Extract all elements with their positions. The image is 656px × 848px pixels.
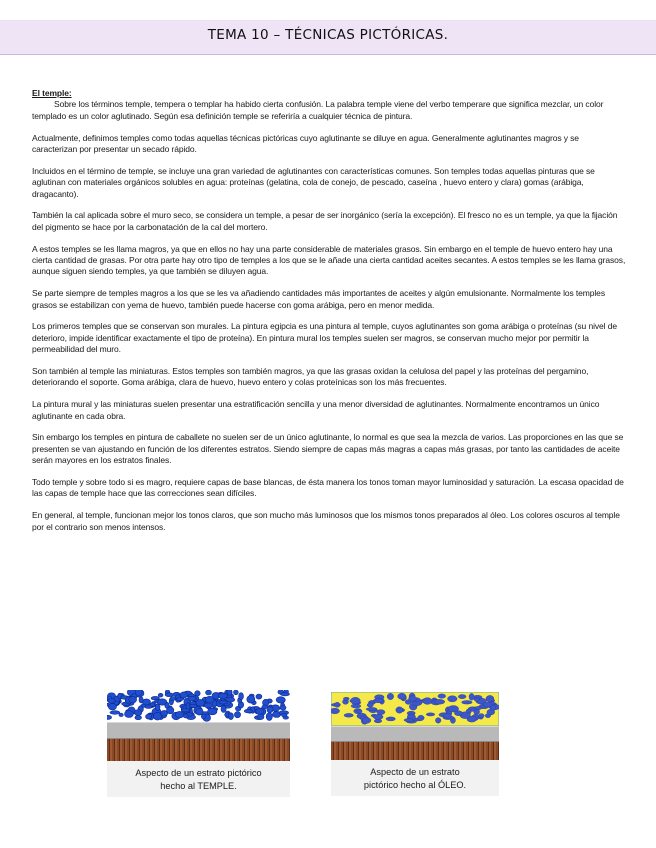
pigment-particle: [386, 717, 395, 721]
pigment-particle: [125, 711, 134, 718]
pigment-particle: [181, 709, 190, 712]
pigment-particle: [239, 693, 244, 700]
temple-caption-line1: Aspecto de un estrato pictórico: [135, 768, 262, 778]
pigment-particle: [351, 704, 361, 708]
paragraph: Sin embargo los temples en pintura de caballete no suelen ser de un único aglutinante, lo normal es que sea la mezcla de varios. Las proporciones en las que se presenten se van ajustando en función de los diferentes estratos. Siendo siempre de capas más magras a capas más grasas, por tanto las cantidades de aceite serán mayores en los estratos finales.: [32, 432, 624, 466]
page-title: TEMA 10 – TÉCNICAS PICTÓRICAS.: [207, 27, 449, 43]
pigment-particle: [258, 714, 264, 720]
pigment-particle: [234, 690, 239, 695]
paragraph: Los primeros temples que se conservan son murales. La pintura egipcia es una pintura al temple, cuyos aglutinantes son goma arábiga o proteínas (su nivel de deterioro, impide identificar exactamente el tipo de proteína). En pintura mural los temples suelen ser magros, se conservan mucho mejor por permitir la permeabilidad del muro.: [32, 321, 617, 355]
pigment-particle: [434, 699, 445, 704]
figure-oleo: [331, 692, 499, 796]
pigment-particle: [201, 714, 206, 719]
pigment-particle: [438, 694, 446, 698]
pigment-particle: [487, 709, 495, 715]
pigment-particle: [234, 712, 240, 718]
pigment-particle: [256, 708, 264, 714]
paragraph: Sobre los términos temple, tempera o templar ha habido cierta confusión. La palabra temple viene del verbo temperare que significa mezclar, un color templado es un color aglutinado. Según esa definición temple se referiría a cualquier técnica de pintura.: [32, 99, 604, 121]
pigment-particle: [165, 693, 173, 697]
paragraph: Son también al temple las miniaturas. Estos temples son también magros, ya que las grasas oxidan la celulosa del papel y las proteínas del pergamino, deteriorando el soporte. Goma arábiga, clara de huevo, huevo entero y colas proteínicas son los más frecuentes.: [32, 366, 589, 388]
pigment-particle: [356, 710, 362, 713]
pigment-particle: [175, 711, 183, 718]
paragraph: La pintura mural y las miniaturas suelen presentar una estratificación sencilla y una menor diversidad de aglutinantes. Normalmente encontramos un único aglutinante en cada obra.: [32, 399, 600, 421]
pigment-particle: [180, 692, 187, 698]
pigment-particle: [351, 697, 361, 704]
pigment-particle: [228, 713, 233, 720]
oleo-ground-layer: [331, 726, 499, 742]
pigment-particle: [139, 697, 143, 703]
pigment-particle: [334, 702, 340, 707]
paragraph: Todo temple y sobre todo si es magro, requiere capas de base blancas, de ésta manera los tonos toman mayor luminosidad y saturación. La escasa opacidad de las capas de temple hace que las correcciones sean difíciles.: [32, 477, 624, 499]
pigment-particle: [373, 699, 383, 703]
figure-temple: [107, 690, 290, 797]
paragraph: A estos temples se les llama magros, ya que en ellos no hay una parte considerable de materiales grasos. Sin embargo en el temple de huevo entero hay una cierta cantidad de grasas. Por otra parte hay otro tipo de temples a los que se le añade una cierta cantidad aceites secantes. A estos temples se les llama grasos, aunque siguen siendo temples, ya que también se diluyen agua.: [32, 243, 626, 277]
pigment-particle: [154, 712, 162, 720]
pigment-particle: [280, 706, 286, 711]
oleo-paint-layer: [331, 692, 499, 726]
pigment-particle: [486, 695, 494, 702]
pigment-particle: [377, 710, 385, 715]
pigment-particle: [478, 714, 484, 718]
pigment-particle: [398, 693, 406, 699]
pigment-particle: [189, 704, 197, 707]
paragraph: Actualmente, definimos temples como todas aquellas técnicas pictóricas cuyo aglutinante se diluye en agua. Generalmente aglutinantes magros y se caracterizan por presentar un secado rápido.: [32, 132, 579, 155]
pigment-particle: [218, 693, 227, 699]
pigment-particle: [367, 703, 373, 707]
pigment-particle: [474, 698, 480, 702]
pigment-particle: [188, 696, 197, 700]
pigment-particle: [183, 714, 188, 718]
pigment-particle: [423, 698, 432, 705]
pigment-particle: [247, 696, 255, 704]
pigment-particle: [462, 701, 473, 705]
document-body: [32, 88, 626, 543]
pigment-particle: [208, 708, 217, 715]
pigment-particle: [150, 703, 154, 707]
pigment-particle: [283, 716, 289, 719]
oleo-caption: [331, 760, 499, 796]
paragraph: Incluidos en el término de temple, se incluye una gran variedad de aglutinantes con características comunes. Son temples todas aquellas pinturas que se aglutinan con materiales orgánicos solubles en agua: proteínas (gelatina, cola de conejo, de pescado, caseína , huevo entero y clara) gomas (arábiga, dragacanto).: [32, 165, 595, 199]
temple-caption: [107, 761, 290, 797]
section-heading: El temple:: [32, 88, 72, 98]
pigment-particle: [454, 711, 462, 716]
oleo-caption-line2: pictórico hecho al ÓLEO.: [363, 779, 467, 790]
pigment-particle: [483, 702, 492, 707]
pigment-particle: [119, 713, 123, 716]
pigment-particle: [404, 719, 413, 722]
temple-ground-layer: [107, 722, 290, 739]
oleo-support-layer: [331, 742, 499, 760]
pigment-particle: [221, 706, 226, 713]
paragraph: También la cal aplicada sobre el muro seco, se considera un temple, a pesar de ser inorgánico (sería la excepción). El fresco no es un temple, ya que la fijación del pigmento se hace por la carbonatación de la cal del mortero.: [32, 210, 618, 232]
pigment-particle: [135, 716, 142, 720]
pigment-particle: [244, 709, 252, 713]
pigment-particle: [396, 707, 403, 713]
pigment-particle: [362, 717, 371, 723]
pigment-particle: [475, 706, 482, 709]
paragraph: Se parte siempre de temples magros a los que se les va añadiendo cantidades más importantes de aceites y algún emulsionante. Normalmente los temples grasos se estabilizan con yema de huevo, también puede hacerse con goma arábiga, pero en menor medida.: [32, 288, 605, 310]
pigment-particle: [206, 690, 212, 695]
pigment-particle: [344, 713, 353, 717]
temple-support-layer: [107, 739, 290, 761]
pigment-particle: [366, 708, 377, 711]
pigment-particle: [266, 713, 272, 721]
pigment-particle: [281, 693, 290, 696]
pigment-particle: [418, 715, 425, 720]
pigment-particle: [107, 715, 112, 719]
pigment-particle: [448, 696, 458, 702]
pigment-particle: [387, 693, 394, 699]
paragraph: En general, al temple, funcionan mejor los tonos claros, que son mucho más luminosos que los mismos tonos preparados al óleo. Los colores oscuros al temple por el contrario son menos intensos.: [32, 510, 620, 532]
pigment-particle: [205, 696, 214, 703]
temple-paint-layer: [107, 690, 290, 722]
pigment-particle: [165, 702, 169, 708]
pigment-particle: [204, 703, 213, 708]
pigment-particle: [195, 691, 201, 696]
pigment-particle: [262, 705, 268, 709]
pigment-particle: [458, 695, 466, 699]
pigment-particle: [343, 697, 349, 700]
pigment-particle: [331, 708, 340, 714]
pigment-particle: [443, 713, 451, 718]
pigment-particle: [226, 697, 235, 702]
pigment-particle: [158, 693, 163, 697]
pigment-particle: [196, 699, 205, 706]
pigment-particle: [227, 690, 232, 695]
pigment-particle: [108, 704, 116, 710]
oleo-caption-line1: Aspecto de un estrato: [370, 767, 460, 777]
pigment-particle: [435, 718, 441, 724]
pigment-particle: [196, 708, 203, 715]
pigment-particle: [276, 697, 285, 703]
temple-caption-line2: hecho al TEMPLE.: [160, 780, 237, 791]
pigment-particle: [129, 696, 137, 703]
pigment-particle: [256, 694, 262, 699]
pigment-particle: [409, 696, 417, 702]
pigment-particle: [110, 711, 120, 715]
pigment-particle: [426, 713, 435, 716]
pigment-particle: [373, 714, 383, 719]
pigment-particle: [108, 699, 115, 704]
pigment-particle: [134, 710, 141, 716]
pigment-particle: [469, 693, 474, 700]
pigment-particle: [170, 697, 175, 701]
pigment-particle: [146, 714, 152, 719]
